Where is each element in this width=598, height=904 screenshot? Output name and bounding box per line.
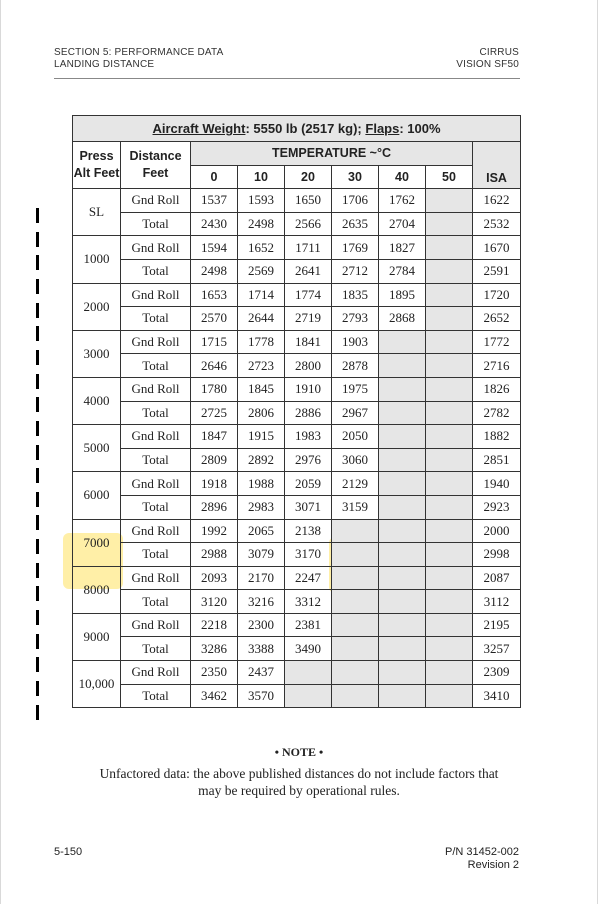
distance-cell: 3312 xyxy=(285,590,332,614)
table-title: Aircraft Weight: 5550 lb (2517 kg); Flaps: 100% xyxy=(73,116,521,142)
distance-cell xyxy=(426,354,473,378)
distance-cell xyxy=(285,661,332,685)
distance-cell: 1594 xyxy=(191,236,238,260)
distance-cell: 1895 xyxy=(379,283,426,307)
distance-cell xyxy=(426,661,473,685)
total-label: Total xyxy=(121,212,191,236)
distance-cell xyxy=(379,472,426,496)
distance-cell: 2806 xyxy=(238,401,285,425)
distance-cell: 2704 xyxy=(379,212,426,236)
temperature-header: TEMPERATURE ~°C xyxy=(191,142,473,166)
change-bar-segment xyxy=(36,255,39,270)
change-bar-segment xyxy=(36,326,39,341)
distance-cell xyxy=(426,259,473,283)
distance-cell xyxy=(379,401,426,425)
distance-cell: 2886 xyxy=(285,401,332,425)
altitude-cell: 4000 xyxy=(73,377,121,424)
gnd-roll-label: Gnd Roll xyxy=(121,330,191,354)
distance-cell: 2381 xyxy=(285,613,332,637)
change-bar-segment xyxy=(36,681,39,696)
distance-cell: 2800 xyxy=(285,354,332,378)
isa-cell: 2923 xyxy=(473,495,521,519)
table-row xyxy=(73,684,521,708)
running-header-left xyxy=(54,47,224,71)
distance-cell xyxy=(426,189,473,213)
table-row xyxy=(73,448,521,472)
total-label: Total xyxy=(121,259,191,283)
running-header-right xyxy=(456,47,519,71)
distance-cell: 2498 xyxy=(238,212,285,236)
distance-cell: 2218 xyxy=(191,613,238,637)
distance-cell xyxy=(379,637,426,661)
distance-cell xyxy=(332,661,379,685)
change-bar-segment xyxy=(36,657,39,672)
altitude-cell: SL xyxy=(73,189,121,236)
distance-cell xyxy=(426,425,473,449)
change-bar-segment xyxy=(36,563,39,578)
gnd-roll-label: Gnd Roll xyxy=(121,377,191,401)
altitude-cell: 9000 xyxy=(73,613,121,660)
distance-cell: 2437 xyxy=(238,661,285,685)
gnd-roll-label: Gnd Roll xyxy=(121,661,191,685)
distance-cell xyxy=(332,684,379,708)
change-bar-segment xyxy=(36,610,39,625)
distance-cell xyxy=(379,448,426,472)
isa-cell: 2532 xyxy=(473,212,521,236)
total-label: Total xyxy=(121,448,191,472)
table-row xyxy=(73,330,521,354)
distance-cell: 1992 xyxy=(191,519,238,543)
distance-cell xyxy=(379,566,426,590)
distance-cell xyxy=(426,472,473,496)
note-text: Unfactored data: the above published distances do not include factors that may be required by operational rules. xyxy=(99,766,499,798)
distance-cell: 2430 xyxy=(191,212,238,236)
distance-cell xyxy=(426,401,473,425)
distance-cell: 3388 xyxy=(238,637,285,661)
distance-cell: 2129 xyxy=(332,472,379,496)
change-bar-segment xyxy=(36,705,39,720)
isa-cell: 1940 xyxy=(473,472,521,496)
distance-cell: 2793 xyxy=(332,307,379,331)
distance-cell xyxy=(332,590,379,614)
distance-cell: 2809 xyxy=(191,448,238,472)
distance-cell: 2725 xyxy=(191,401,238,425)
temp-col-header: 10 xyxy=(238,165,285,189)
distance-cell: 3060 xyxy=(332,448,379,472)
distance-cell: 2065 xyxy=(238,519,285,543)
isa-cell: 3112 xyxy=(473,590,521,614)
isa-cell: 1720 xyxy=(473,283,521,307)
distance-cell: 1778 xyxy=(238,330,285,354)
section-title: SECTION 5: PERFORMANCE DATA xyxy=(54,47,224,58)
distance-cell: 3462 xyxy=(191,684,238,708)
distance-cell: 1918 xyxy=(191,472,238,496)
table-row xyxy=(73,354,521,378)
altitude-cell: 10,000 xyxy=(73,661,121,708)
distance-cell xyxy=(426,212,473,236)
isa-cell: 2652 xyxy=(473,307,521,331)
table-row xyxy=(73,637,521,661)
distance-cell: 2569 xyxy=(238,259,285,283)
distance-cell xyxy=(379,661,426,685)
distance-cell xyxy=(379,684,426,708)
distance-cell xyxy=(426,637,473,661)
distance-cell: 1537 xyxy=(191,189,238,213)
change-bar-segment xyxy=(36,421,39,436)
temp-col-header: 50 xyxy=(426,165,473,189)
distance-cell xyxy=(426,377,473,401)
distance-cell: 1714 xyxy=(238,283,285,307)
change-bar-segment xyxy=(36,468,39,483)
table-row xyxy=(73,189,521,213)
distance-cell: 1706 xyxy=(332,189,379,213)
distance-cell: 3071 xyxy=(285,495,332,519)
temp-col-header: 30 xyxy=(332,165,379,189)
isa-cell: 1826 xyxy=(473,377,521,401)
distance-cell: 1593 xyxy=(238,189,285,213)
total-label: Total xyxy=(121,495,191,519)
distance-cell xyxy=(332,566,379,590)
press-alt-header: Press Alt Feet xyxy=(73,142,121,189)
distance-cell: 2170 xyxy=(238,566,285,590)
revision: Revision 2 xyxy=(467,859,519,871)
distance-cell: 1915 xyxy=(238,425,285,449)
gnd-roll-label: Gnd Roll xyxy=(121,566,191,590)
table-row xyxy=(73,377,521,401)
distance-cell xyxy=(379,590,426,614)
brand-name: CIRRUS xyxy=(479,47,519,58)
distance-cell: 3120 xyxy=(191,590,238,614)
distance-cell: 1650 xyxy=(285,189,332,213)
subsection-title: LANDING DISTANCE xyxy=(54,59,155,70)
table-row xyxy=(73,543,521,567)
change-bar-segment xyxy=(36,303,39,318)
change-bar-segment xyxy=(36,208,39,223)
distance-cell: 2570 xyxy=(191,307,238,331)
total-label: Total xyxy=(121,637,191,661)
distance-cell xyxy=(332,637,379,661)
table-body xyxy=(73,189,521,708)
table-row xyxy=(73,425,521,449)
distance-cell: 1975 xyxy=(332,377,379,401)
change-bar-segment xyxy=(36,586,39,601)
distance-cell: 1910 xyxy=(285,377,332,401)
distance-cell xyxy=(379,519,426,543)
isa-cell: 2087 xyxy=(473,566,521,590)
table-row xyxy=(73,307,521,331)
distance-cell xyxy=(379,377,426,401)
distance-cell xyxy=(426,236,473,260)
altitude-cell: 5000 xyxy=(73,425,121,472)
header-rule xyxy=(54,78,520,79)
isa-cell: 3257 xyxy=(473,637,521,661)
isa-cell: 2716 xyxy=(473,354,521,378)
altitude-cell: 6000 xyxy=(73,472,121,519)
distance-cell: 1827 xyxy=(379,236,426,260)
change-bar-segment xyxy=(36,279,39,294)
distance-cell: 3170 xyxy=(285,543,332,567)
distance-cell xyxy=(426,519,473,543)
altitude-cell: 2000 xyxy=(73,283,121,330)
distance-cell xyxy=(379,543,426,567)
distance-cell: 2892 xyxy=(238,448,285,472)
distance-cell: 3490 xyxy=(285,637,332,661)
distance-cell: 2138 xyxy=(285,519,332,543)
gnd-roll-label: Gnd Roll xyxy=(121,519,191,543)
change-bar-segment xyxy=(36,492,39,507)
change-bar-segment xyxy=(36,634,39,649)
gnd-roll-label: Gnd Roll xyxy=(121,425,191,449)
part-number: P/N 31452-002 xyxy=(445,846,519,858)
isa-cell: 2998 xyxy=(473,543,521,567)
table-row xyxy=(73,236,521,260)
distance-cell: 1780 xyxy=(191,377,238,401)
distance-cell: 1774 xyxy=(285,283,332,307)
distance-cell xyxy=(426,330,473,354)
table-row xyxy=(73,613,521,637)
change-bar-segment xyxy=(36,350,39,365)
table-row xyxy=(73,566,521,590)
distance-cell: 1653 xyxy=(191,283,238,307)
isa-cell: 1772 xyxy=(473,330,521,354)
isa-cell: 2782 xyxy=(473,401,521,425)
isa-cell: 2591 xyxy=(473,259,521,283)
distance-cell: 2784 xyxy=(379,259,426,283)
distance-cell: 2983 xyxy=(238,495,285,519)
distance-cell: 1835 xyxy=(332,283,379,307)
table-row xyxy=(73,401,521,425)
distance-cell xyxy=(379,613,426,637)
distance-cell: 3079 xyxy=(238,543,285,567)
distance-cell xyxy=(426,613,473,637)
distance-cell: 2644 xyxy=(238,307,285,331)
distance-cell: 1988 xyxy=(238,472,285,496)
distance-cell xyxy=(379,354,426,378)
table-row xyxy=(73,212,521,236)
distance-cell: 1762 xyxy=(379,189,426,213)
distance-cell xyxy=(379,425,426,449)
total-label: Total xyxy=(121,401,191,425)
distance-cell: 2247 xyxy=(285,566,332,590)
distance-cell: 1903 xyxy=(332,330,379,354)
distance-cell: 2988 xyxy=(191,543,238,567)
isa-cell: 1622 xyxy=(473,189,521,213)
distance-cell xyxy=(426,566,473,590)
distance-cell: 2498 xyxy=(191,259,238,283)
isa-cell: 2000 xyxy=(473,519,521,543)
distance-cell: 2712 xyxy=(332,259,379,283)
isa-cell: 2195 xyxy=(473,613,521,637)
isa-header: ISA xyxy=(473,142,521,189)
distance-cell: 2723 xyxy=(238,354,285,378)
change-bar-segment xyxy=(36,539,39,554)
temp-col-header: 40 xyxy=(379,165,426,189)
gnd-roll-label: Gnd Roll xyxy=(121,236,191,260)
table-row xyxy=(73,495,521,519)
total-label: Total xyxy=(121,543,191,567)
gnd-roll-label: Gnd Roll xyxy=(121,472,191,496)
distance-cell xyxy=(426,283,473,307)
table-row xyxy=(73,519,521,543)
distance-cell xyxy=(285,684,332,708)
distance-cell: 1715 xyxy=(191,330,238,354)
distance-cell xyxy=(426,590,473,614)
distance-cell: 2719 xyxy=(285,307,332,331)
distance-cell: 2093 xyxy=(191,566,238,590)
distance-cell: 3570 xyxy=(238,684,285,708)
distance-cell xyxy=(426,448,473,472)
distance-cell: 2635 xyxy=(332,212,379,236)
distance-cell: 2050 xyxy=(332,425,379,449)
distance-cell: 1711 xyxy=(285,236,332,260)
model-name: VISION SF50 xyxy=(456,59,519,70)
distance-cell: 2350 xyxy=(191,661,238,685)
distance-cell xyxy=(426,307,473,331)
distance-cell xyxy=(332,543,379,567)
isa-cell: 1670 xyxy=(473,236,521,260)
distance-cell xyxy=(332,519,379,543)
distance-cell: 2641 xyxy=(285,259,332,283)
distance-cell: 2967 xyxy=(332,401,379,425)
distance-cell: 1769 xyxy=(332,236,379,260)
distance-cell: 1983 xyxy=(285,425,332,449)
gnd-roll-label: Gnd Roll xyxy=(121,189,191,213)
distance-cell xyxy=(426,543,473,567)
distance-cell: 2566 xyxy=(285,212,332,236)
distance-cell: 2976 xyxy=(285,448,332,472)
distance-cell xyxy=(379,495,426,519)
distance-cell: 2300 xyxy=(238,613,285,637)
distance-cell: 1845 xyxy=(238,377,285,401)
table-row xyxy=(73,283,521,307)
table-row xyxy=(73,661,521,685)
distance-cell: 3159 xyxy=(332,495,379,519)
page-number: 5-150 xyxy=(54,846,83,858)
change-bar-segment xyxy=(36,445,39,460)
table-row xyxy=(73,590,521,614)
distance-cell xyxy=(426,495,473,519)
distance-cell: 1841 xyxy=(285,330,332,354)
total-label: Total xyxy=(121,590,191,614)
isa-cell: 3410 xyxy=(473,684,521,708)
altitude-cell: 1000 xyxy=(73,236,121,283)
table-row xyxy=(73,472,521,496)
distance-cell xyxy=(332,613,379,637)
total-label: Total xyxy=(121,307,191,331)
distance-cell: 1652 xyxy=(238,236,285,260)
distance-cell: 1847 xyxy=(191,425,238,449)
distance-cell: 2868 xyxy=(379,307,426,331)
table-row xyxy=(73,259,521,283)
distance-cell: 3286 xyxy=(191,637,238,661)
isa-cell: 2309 xyxy=(473,661,521,685)
temp-col-header: 0 xyxy=(191,165,238,189)
distance-header: Distance Feet xyxy=(121,142,191,189)
altitude-cell: 3000 xyxy=(73,330,121,377)
footer-right xyxy=(445,846,519,872)
total-label: Total xyxy=(121,684,191,708)
note-title: • NOTE • xyxy=(274,745,324,759)
change-bar-segment xyxy=(36,515,39,530)
change-bar-segment xyxy=(36,374,39,389)
distance-cell: 3216 xyxy=(238,590,285,614)
distance-cell: 2896 xyxy=(191,495,238,519)
distance-cell: 2059 xyxy=(285,472,332,496)
distance-cell xyxy=(379,330,426,354)
distance-cell: 2646 xyxy=(191,354,238,378)
gnd-roll-label: Gnd Roll xyxy=(121,283,191,307)
distance-cell xyxy=(426,684,473,708)
isa-cell: 2851 xyxy=(473,448,521,472)
isa-cell: 1882 xyxy=(473,425,521,449)
distance-cell: 2878 xyxy=(332,354,379,378)
change-bar-segment xyxy=(36,232,39,247)
total-label: Total xyxy=(121,354,191,378)
gnd-roll-label: Gnd Roll xyxy=(121,613,191,637)
landing-distance-table xyxy=(72,115,521,708)
temp-col-header: 20 xyxy=(285,165,332,189)
change-bar-segment xyxy=(36,397,39,412)
altitude-cell: 7000 xyxy=(73,519,121,566)
altitude-cell: 8000 xyxy=(73,566,121,613)
